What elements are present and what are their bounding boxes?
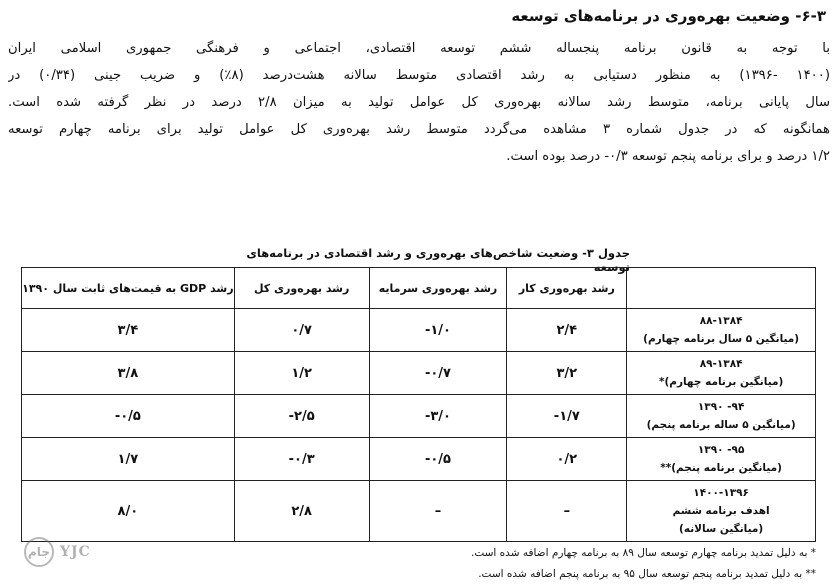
section-heading: ۶-۳- وضعیت بهره‌وری در برنامه‌های توسعه	[511, 7, 826, 25]
period-cell	[627, 438, 816, 481]
body-paragraph	[8, 35, 830, 170]
tfp-cell: ۲/۵-	[234, 395, 369, 438]
gdp-cell: ۳/۴	[22, 309, 235, 352]
labor-cell: ۲/۴	[507, 309, 627, 352]
tfp-cell: ۰/۳-	[234, 438, 369, 481]
table-row	[22, 309, 816, 352]
watermark-text: YJC	[60, 544, 91, 560]
tfp-cell: ۰/۷	[234, 309, 369, 352]
productivity-table	[21, 267, 816, 542]
period-years: ۹۴- ۱۳۹۰	[697, 401, 745, 413]
footnote: * به دلیل تمدید برنامه چهارم توسعه سال ۸۹ به برنامه چهارم اضافه شده است.	[470, 547, 816, 559]
capital-cell: ۰/۵-	[369, 438, 507, 481]
paragraph-line: سال پایانی برنامه، متوسط رشد سالانه بهره‌وری کل عوامل تولید به میزان ۲/۸ درصد در نظر گرفته شده است.	[8, 95, 830, 110]
tfp-cell: ۲/۸	[234, 481, 369, 542]
period-cell	[627, 309, 816, 352]
table-caption: جدول ۳- وضعیت شاخص‌های بهره‌وری و رشد اقتصادی در برنامه‌های توسعه	[246, 246, 630, 274]
period-years: ۱۴۰۰-۱۳۹۶	[693, 487, 749, 499]
capital-cell: ۱/۰-	[369, 309, 507, 352]
labor-cell: ۰/۲	[507, 438, 627, 481]
period-desc-secondary: (میانگین سالانه)	[679, 523, 764, 535]
header-tfp: رشد بهره‌وری کل	[234, 268, 369, 309]
gdp-cell: ۱/۷	[22, 438, 235, 481]
period-desc: (میانگین ۵ سال برنامه چهارم)	[643, 333, 800, 345]
period-desc: اهدف برنامه ششم	[672, 505, 770, 517]
table-row	[22, 438, 816, 481]
capital-cell: ۰/۷-	[369, 352, 507, 395]
header-capital-productivity: رشد بهره‌وری سرمایه	[369, 268, 507, 309]
footnote: ** به دلیل تمدید برنامه پنجم توسعه سال ۹۵ به برنامه پنجم اضافه شده است.	[478, 568, 816, 580]
table-row	[22, 481, 816, 542]
header-period	[627, 268, 816, 309]
period-years: ۸۸-۱۳۸۴	[699, 315, 743, 327]
period-years: ۹۵- ۱۳۹۰	[697, 444, 745, 456]
paragraph-line: با توجه به قانون برنامه پنجساله ششم توسعه اقتصادی، اجتماعی و فرهنگی جمهوری اسلامی ایران	[8, 41, 830, 56]
labor-cell: ۳/۲	[507, 352, 627, 395]
capital-cell: –	[369, 481, 507, 542]
period-cell	[627, 352, 816, 395]
header-gdp-growth: رشد GDP به قیمت‌های ثابت سال ۱۳۹۰	[22, 268, 235, 309]
tfp-cell: ۱/۲	[234, 352, 369, 395]
watermark-mark-icon: جام	[24, 537, 54, 567]
period-years: ۸۹-۱۳۸۴	[699, 358, 743, 370]
labor-cell: ۱/۷-	[507, 395, 627, 438]
period-cell	[627, 481, 816, 542]
gdp-cell: ۳/۸	[22, 352, 235, 395]
footnotes	[316, 543, 816, 585]
period-desc: (میانگین برنامه پنجم)**	[660, 462, 782, 474]
gdp-cell: ۸/۰	[22, 481, 235, 542]
period-desc: (میانگین برنامه چهارم)*	[658, 376, 784, 388]
watermark-logo	[24, 537, 114, 567]
labor-cell: –	[507, 481, 627, 542]
period-desc: (میانگین ۵ ساله برنامه پنجم)	[646, 419, 796, 431]
table-row	[22, 395, 816, 438]
gdp-cell: ۰/۵-	[22, 395, 235, 438]
paragraph-line: ۱/۲ درصد و برای برنامه پنجم توسعه ۰/۳- درصد بوده است.	[506, 149, 830, 164]
paragraph-line: (۱۴۰۰ -۱۳۹۶) به منظور دستیابی به رشد اقتصادی متوسط سالانه هشت‌درصد (۸٪) و ضریب جینی (۰/۳۴) در	[8, 68, 830, 83]
paragraph-line: همانگونه که در جدول شماره ۳ مشاهده می‌گردد متوسط رشد بهره‌وری کل عوامل تولید برای برنامه چهارم توسعه	[8, 122, 830, 137]
period-cell	[627, 395, 816, 438]
table-header-row	[22, 268, 816, 309]
capital-cell: ۳/۰-	[369, 395, 507, 438]
table-row	[22, 352, 816, 395]
header-labor-productivity: رشد بهره‌وری کار	[507, 268, 627, 309]
